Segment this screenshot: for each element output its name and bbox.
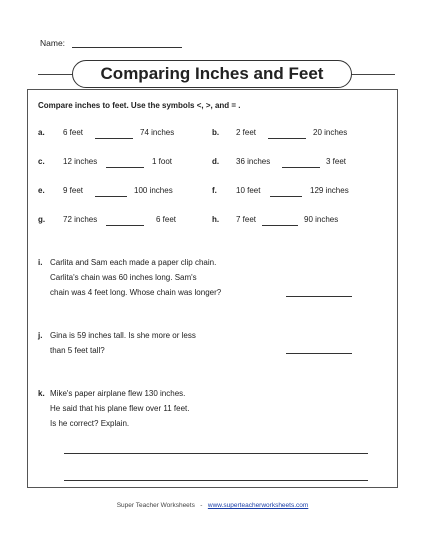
explain-line[interactable] — [64, 453, 368, 454]
right-value: 20 inches — [313, 128, 348, 137]
right-value: 6 feet — [156, 215, 177, 224]
problem-label: f. — [212, 186, 217, 195]
answer-blank[interactable] — [282, 167, 320, 168]
right-value: 74 inches — [140, 128, 175, 137]
problem-text: than 5 feet tall? — [50, 346, 105, 355]
problem-label: c. — [38, 157, 45, 166]
answer-line[interactable] — [286, 353, 352, 354]
problem-text: Mike's paper airplane flew 130 inches. — [50, 389, 186, 398]
answer-blank[interactable] — [106, 225, 144, 226]
problem-text: Gina is 59 inches tall. Is she more or less — [50, 331, 196, 340]
left-value: 7 feet — [236, 215, 257, 224]
footer-separator: - — [200, 502, 203, 509]
problem-label: k. — [38, 389, 45, 398]
left-value: 9 feet — [63, 186, 84, 195]
answer-blank[interactable] — [270, 196, 302, 197]
problem-label: a. — [38, 128, 45, 137]
problem-label: j. — [38, 331, 43, 340]
problem-text: Is he correct? Explain. — [50, 419, 130, 428]
left-value: 12 inches — [63, 157, 98, 166]
page-title: Comparing Inches and Feet — [72, 60, 352, 88]
name-label: Name: — [40, 38, 66, 48]
left-value: 72 inches — [63, 215, 98, 224]
answer-blank[interactable] — [106, 167, 144, 168]
problem-label: h. — [212, 215, 220, 224]
problem-text: He said that his plane flew over 11 feet. — [50, 404, 190, 413]
answer-blank[interactable] — [262, 225, 298, 226]
problem-label: g. — [38, 215, 46, 224]
left-value: 36 inches — [236, 157, 271, 166]
problem-label: e. — [38, 186, 45, 195]
answer-line[interactable] — [286, 296, 352, 297]
footer-brand: Super Teacher Worksheets — [116, 502, 195, 509]
problem-label: i. — [38, 258, 43, 267]
problem-label: d. — [212, 157, 220, 166]
left-value: 6 feet — [63, 128, 84, 137]
answer-blank[interactable] — [95, 138, 133, 139]
name-field[interactable] — [72, 47, 182, 48]
problem-text: chain was 4 feet long. Whose chain was longer? — [50, 288, 222, 297]
right-value: 90 inches — [304, 215, 339, 224]
problem-text: Carlita's chain was 60 inches long. Sam's — [50, 273, 197, 282]
right-value: 3 feet — [326, 157, 347, 166]
answer-blank[interactable] — [268, 138, 306, 139]
footer — [0, 502, 425, 509]
left-value: 10 feet — [236, 186, 261, 195]
instructions: Compare inches to feet. Use the symbols <, >, and = . — [38, 101, 241, 110]
explain-line[interactable] — [64, 480, 368, 481]
right-value: 100 inches — [134, 186, 173, 195]
footer-link[interactable]: www.superteacherworksheets.com — [207, 502, 309, 509]
answer-blank[interactable] — [95, 196, 127, 197]
right-value: 1 foot — [152, 157, 173, 166]
problem-label: b. — [212, 128, 220, 137]
problem-text: Carlita and Sam each made a paper clip chain. — [50, 258, 217, 267]
right-value: 129 inches — [310, 186, 349, 195]
left-value: 2 feet — [236, 128, 257, 137]
